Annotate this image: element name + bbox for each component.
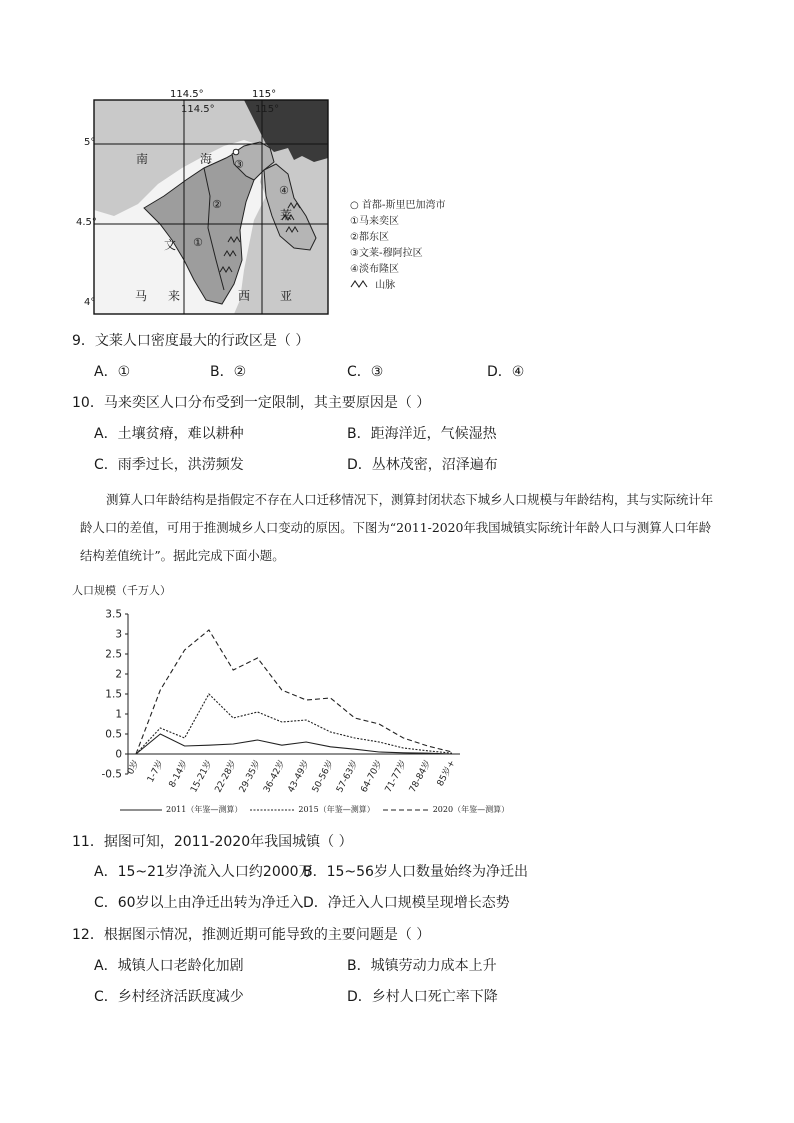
- y-tick-label: 2.5: [105, 648, 122, 661]
- legend-capital: ○ 首都-斯里巴加湾市: [350, 200, 446, 211]
- q9-option-d[interactable]: D．④: [487, 364, 525, 380]
- district-mark-1: ①: [193, 236, 203, 249]
- q11-option-d[interactable]: D．净迁入人口规模呈现增长态势: [303, 895, 510, 911]
- series-line-2020: [136, 630, 452, 754]
- q10-option-b[interactable]: B．距海洋近，气候湿热: [347, 426, 497, 442]
- legend-2011-label: 2011（年鉴—测算）: [166, 805, 243, 814]
- lon-label-114-5: 114.5°: [181, 104, 215, 115]
- malaysia-label-xi: 西: [238, 289, 251, 303]
- legend-2015-line: [250, 807, 294, 813]
- y-tick-label: 0: [115, 748, 122, 761]
- q12-stem: 12．根据图示情况，推测近期可能导致的主要问题是（ ）: [72, 927, 431, 943]
- q12-option-c[interactable]: C．乡村经济活跃度减少: [94, 989, 244, 1005]
- x-tick-label: 57-63岁: [335, 758, 361, 795]
- q11-option-a[interactable]: A．15~21岁净流入人口约2000万: [94, 864, 313, 880]
- q11-option-b[interactable]: B．15~56岁人口数量始终为净迁出: [303, 864, 528, 880]
- lat-label-5: 5°: [84, 137, 96, 148]
- x-tick-label: 43-49岁: [286, 758, 312, 795]
- legend-mountain: 山脉: [350, 278, 446, 294]
- q10-option-c[interactable]: C．雨季过长，洪涝频发: [94, 457, 244, 473]
- q11-option-c[interactable]: C．60岁以上由净迁出转为净迁入: [94, 895, 304, 911]
- y-tick-label: 3: [115, 628, 122, 641]
- q9-option-b[interactable]: B．②: [210, 364, 247, 380]
- y-tick-label: 3.5: [105, 608, 122, 621]
- x-tick-label: 8-14岁: [167, 758, 191, 790]
- malaysia-label-ya: 亚: [280, 289, 293, 303]
- capital-legend-icon: ○: [350, 200, 359, 211]
- q9-stem: 9．文莱人口密度最大的行政区是（ ）: [72, 333, 310, 349]
- country-label-wen: 文: [164, 238, 177, 252]
- q10-option-d[interactable]: D．丛林茂密，沼泽遍布: [347, 457, 498, 473]
- x-tick-label: 15-21岁: [189, 758, 215, 795]
- mountain-icon: [350, 279, 372, 288]
- lon-label-1: 114.5°: [170, 89, 204, 100]
- x-tick-label: 85岁+: [435, 758, 458, 789]
- x-tick-label: 50-56岁: [310, 758, 337, 795]
- q12-option-b[interactable]: B．城镇劳动力成本上升: [347, 958, 497, 974]
- x-tick-label: 64-70岁: [359, 758, 385, 795]
- chart-ylabel: 人口规模（千万人）: [72, 584, 171, 597]
- sea-label-nan: 南: [136, 152, 149, 166]
- malaysia-label-lai: 来: [168, 289, 181, 303]
- legend-2020-line: [383, 807, 429, 813]
- map-legend: [350, 198, 446, 294]
- intro-paragraph: 测算人口年龄结构是指假定不存在人口迁移情况下，测算封闭状态下城乡人口规模与年龄结构，其与实际统计年龄人口的差值，可用于推测城乡人口变动的原因。下图为“2011-2020年我国城镇实际统计年龄人口与测算人口年龄结构差值统计”。据此完成下面小题。: [80, 492, 714, 563]
- sea-label-hai: 海: [200, 152, 213, 166]
- capital-marker: [233, 149, 239, 155]
- q12-option-a[interactable]: A．城镇人口老龄化加剧: [94, 958, 244, 974]
- district-mark-4: ④: [279, 184, 289, 197]
- x-tick-label: 0岁: [125, 758, 142, 777]
- legend-2020-label: 2020（年鉴—测算）: [432, 805, 510, 814]
- legend-district-2: ②都东区: [350, 232, 389, 243]
- x-tick-label: 22-28岁: [213, 758, 239, 795]
- district-mark-3: ③: [234, 158, 244, 171]
- y-tick-label: 0.5: [105, 728, 122, 741]
- q11-stem: 11．据图可知，2011-2020年我国城镇（ ）: [72, 834, 353, 850]
- malaysia-label-ma: 马: [135, 289, 148, 303]
- x-tick-label: 71-77岁: [383, 758, 410, 795]
- chart-legend: [120, 804, 509, 815]
- district-mark-2: ②: [212, 198, 222, 211]
- lon-label-115: 115°: [255, 104, 280, 115]
- lat-label-4: 4°: [84, 297, 96, 308]
- q10-stem: 10．马来奕区人口分布受到一定限制，其主要原因是（ ）: [72, 395, 431, 411]
- y-tick-label: 1.5: [105, 688, 122, 701]
- lat-label-4-5: 4.5°: [76, 217, 97, 228]
- x-tick-label: 36-42岁: [262, 758, 288, 795]
- legend-district-3: ③文莱-穆阿拉区: [350, 248, 423, 259]
- lon-label-2: 115°: [252, 89, 277, 100]
- y-tick-label: 2: [115, 668, 122, 681]
- population-chart: [72, 600, 492, 820]
- x-tick-label: 29-35岁: [237, 758, 264, 795]
- q12-option-d[interactable]: D．乡村人口死亡率下降: [347, 989, 498, 1005]
- q10-option-a[interactable]: A．土壤贫瘠，难以耕种: [94, 426, 244, 442]
- x-tick-label: 78-84岁: [408, 758, 434, 795]
- q9-option-c[interactable]: C．③: [347, 364, 384, 380]
- y-tick-label: -0.5: [101, 768, 122, 781]
- legend-district-1: ①马来奕区: [350, 216, 399, 227]
- q9-option-a[interactable]: A．①: [94, 364, 131, 380]
- country-label-lai: 莱: [280, 208, 293, 222]
- legend-2011-line: [120, 807, 162, 813]
- y-tick-label: 1: [115, 708, 122, 721]
- legend-2015-label: 2015（年鉴—测算）: [298, 805, 375, 814]
- x-tick-label: 1-7岁: [145, 758, 166, 785]
- legend-district-4: ④淡布隆区: [350, 264, 399, 275]
